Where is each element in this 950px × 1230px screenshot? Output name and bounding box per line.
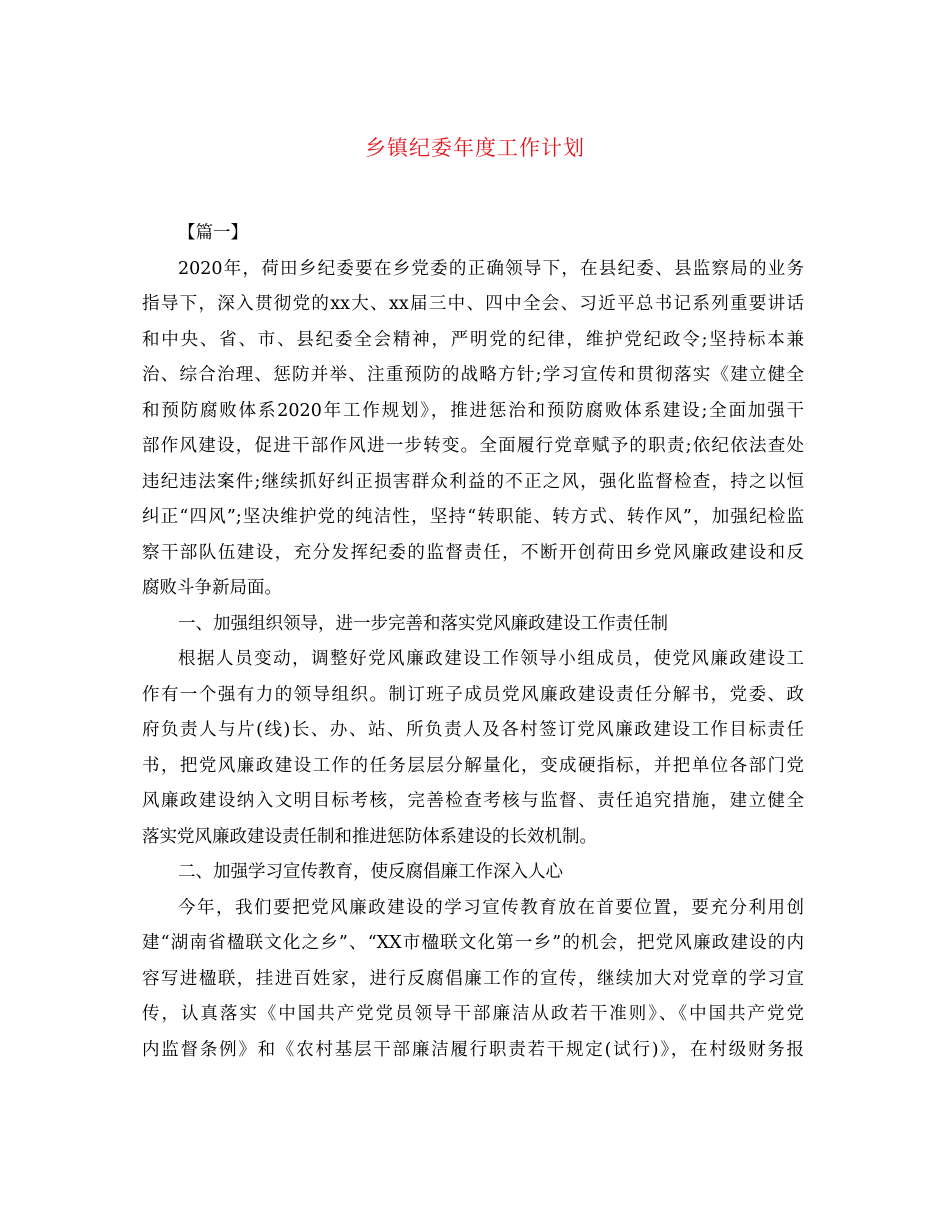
text-line: 部作风建设，促进干部作风进一步转变。全面履行党章赋予的职责;依纪依法查处	[142, 436, 804, 456]
text-line: 书，把党风廉政建设工作的任务层层分解量化，变成硬指标，并把单位各部门党	[142, 755, 804, 776]
text-line: 今年，我们要把党风廉政建设的学习宣传教育放在首要位置，要充分利用创	[178, 897, 804, 918]
text-line: 纠正“四风”;坚决维护党的纯洁性，坚持“转职能、转方式、转作风”，加强纪检监	[142, 507, 804, 527]
text-line: 和预防腐败体系2020年工作规划》，推进惩治和预防腐败体系建设;全面加强干	[142, 400, 804, 421]
text-line: 容写进楹联，挂进百姓家，进行反腐倡廉工作的宣传，继续加大对党章的学习宣	[142, 968, 804, 989]
text-line: 传，认真落实《中国共产党党员领导干部廉洁从政若干准则》、《中国共产党党	[142, 1004, 804, 1024]
text-line: 风廉政建设纳入文明目标考核，完善检查考核与监督、责任追究措施，建立健全	[142, 791, 804, 811]
text-line: 和中央、省、市、县纪委全会精神，严明党的纪律，维护党纪政令;坚持标本兼	[142, 329, 804, 350]
text-line: 内监督条例》和《农村基层干部廉洁履行职责若干规定(试行)》，在村级财务报	[142, 1039, 804, 1060]
document-title: 乡镇纪委年度工作计划	[365, 136, 585, 160]
text-line: 【篇一】	[178, 223, 248, 243]
text-line: 根据人员变动，调整好党风廉政建设工作领导小组成员，使党风廉政建设工	[178, 649, 804, 669]
text-line: 二、加强学习宣传教育，使反腐倡廉工作深入人心	[178, 862, 563, 882]
text-line: 落实党风廉政建设责任制和推进惩防体系建设的长效机制。	[142, 826, 597, 847]
text-line: 治、综合治理、惩防并举、注重预防的战略方针;学习宣传和贯彻落实《建立健全	[142, 365, 804, 385]
text-line: 建“湖南省楹联文化之乡”、“XX市楹联文化第一乡”的机会，把党风廉政建设的内	[142, 933, 804, 953]
text-line: 察干部队伍建设，充分发挥纪委的监督责任，不断开创荷田乡党风廉政建设和反	[142, 542, 804, 563]
document-body	[142, 216, 804, 1068]
text-line: 2020年，荷田乡纪委要在乡党委的正确领导下，在县纪委、县监察局的业务	[178, 258, 804, 279]
text-line: 一、加强组织领导，进一步完善和落实党风廉政建设工作责任制	[178, 613, 668, 634]
text-line: 腐败斗争新局面。	[142, 578, 282, 598]
text-line: 指导下，深入贯彻党的xx大、xx届三中、四中全会、习近平总书记系列重要讲话	[142, 294, 804, 314]
text-line: 府负责人与片(线)长、办、站、所负责人及各村签订党风廉政建设工作目标责任	[142, 720, 804, 740]
text-line: 作有一个强有力的领导组织。制订班子成员党风廉政建设责任分解书，党委、政	[142, 684, 804, 705]
text-line: 违纪违法案件;继续抓好纠正损害群众利益的不正之风，强化监督检查，持之以恒	[142, 471, 804, 492]
